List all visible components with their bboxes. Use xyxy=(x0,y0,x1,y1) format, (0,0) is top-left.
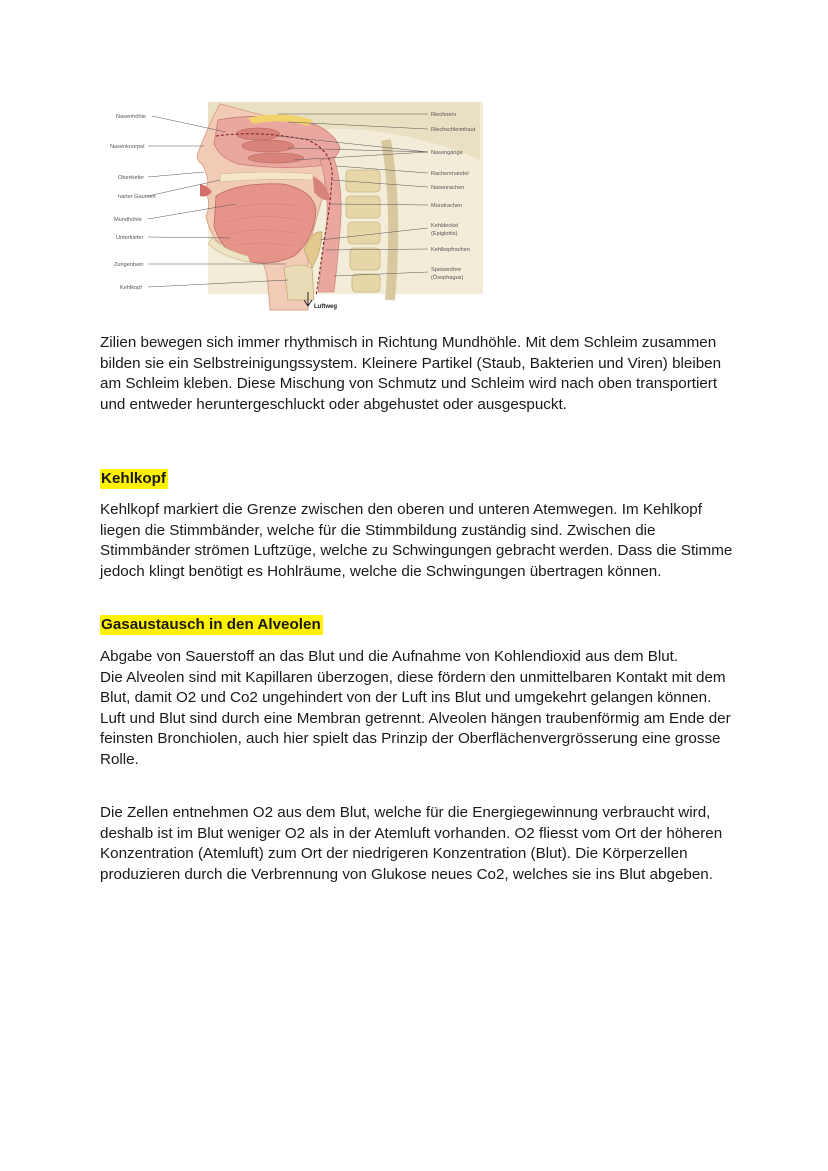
label-oesophagus: (Ösophagus) xyxy=(431,275,464,281)
gasaustausch-heading xyxy=(100,615,323,635)
label-riechnerv: Riechnerv xyxy=(431,112,457,118)
label-nasenhoehle: Nasenhöhle xyxy=(116,114,146,120)
label-kehlkopf: Kehlkopf xyxy=(120,285,142,291)
label-epiglottis: (Epiglottis) xyxy=(431,231,458,237)
label-speiseroehre: Speiseröhre xyxy=(431,267,462,273)
kehlkopf-heading-text: Kehlkopf xyxy=(101,470,166,487)
label-harter-gaumen: harter Gaumen xyxy=(118,194,156,200)
label-kehldeckel: Kehldeckel xyxy=(431,223,459,229)
zilien-text: Zilien bewegen sich immer rhythmisch in Richtung Mundhöhle. Mit dem Schleim zusammen bilden sie ein Selbstreinigungssystem. Kleinere Partikel (Staub, Bakterien und Viren) bleiben am Schleim kleben. Diese Mischung von Schmutz und Schleim wird nach oben transportiert und entweder heruntergeschluckt oder abgehustet oder ausgespuckt. xyxy=(100,334,722,413)
label-nasengaenge: Nasengänge xyxy=(431,150,463,156)
label-mundhoehle: Mundhöhle xyxy=(114,217,142,223)
label-nasenknorpel: Nasenknorpel xyxy=(110,144,145,150)
label-nasenrachen: Nasenrachen xyxy=(431,185,465,191)
head-cross-section-illustration xyxy=(108,100,488,318)
label-zungenbein: Zungenbein xyxy=(114,262,144,268)
airway-label: Luftweg xyxy=(314,304,337,310)
gasaustausch-paragraph-1 xyxy=(100,647,740,771)
label-oberkiefer: Oberkiefer xyxy=(118,175,145,181)
kehlkopf-heading xyxy=(100,469,168,489)
left-labels xyxy=(110,114,156,291)
label-kehlkopfrachen: Kehlkopfrachen xyxy=(431,247,470,253)
label-rachenmandel: Rachenmandel xyxy=(431,171,469,177)
label-unterkiefer: Unterkiefer xyxy=(116,235,144,241)
gasaustausch-text-3: Die Zellen entnehmen O2 aus dem Blut, welche für die Energiegewinnung verbraucht wird, deshalb ist im Blut weniger O2 als in der Atemluft vorhanden. O2 fliesst vom Ort der höheren Konzentration (Atemluft) zum Ort der niedrigeren Konzentration (Blut). Die Körperzellen produzieren durch die Verbrennung von Glukose neues Co2, welches sie ins Blut abgeben. xyxy=(100,804,723,883)
kehlkopf-paragraph xyxy=(100,500,740,582)
anatomy-figure xyxy=(108,100,488,318)
label-riechschleimhaut: Riechschleimhaut xyxy=(431,127,476,133)
gasaustausch-text-2: Die Alveolen sind mit Kapillaren überzogen, diese fördern den unmittelbaren Kontakt mit dem Blut, damit O2 und Co2 ungehindert von der Luft ins Blut und umgekehrt gelangen können. Luft und Blut sind durch eine Membran getrennt. Alveolen hängen traubenförmig am Ende der feinsten Bronchiolen, auch hier spielt das Prinzip der Oberflächenvergrösserung eine grosse Rolle. xyxy=(100,668,731,768)
zilien-paragraph xyxy=(100,333,740,415)
kehlkopf-text: Kehlkopf markiert die Grenze zwischen den oberen und unteren Atemwegen. Im Kehlkopf liegen die Stimmbänder, welche für die Stimmbildung zuständig sind. Zwischen die Stimmbänder strömen Luftzüge, welche zu Schwingungen gebracht werden. Dass die Stimme jedoch klingt benötigt es Hohlräume, welche die Schwingungen übertragen können. xyxy=(100,501,733,580)
gasaustausch-paragraph-2 xyxy=(100,803,740,885)
gasaustausch-heading-text: Gasaustausch in den Alveolen xyxy=(101,616,321,633)
gasaustausch-text-1: Abgabe von Sauerstoff an das Blut und die Aufnahme von Kohlendioxid aus dem Blut. xyxy=(100,648,679,665)
label-mundrachen: Mundrachen xyxy=(431,203,463,209)
